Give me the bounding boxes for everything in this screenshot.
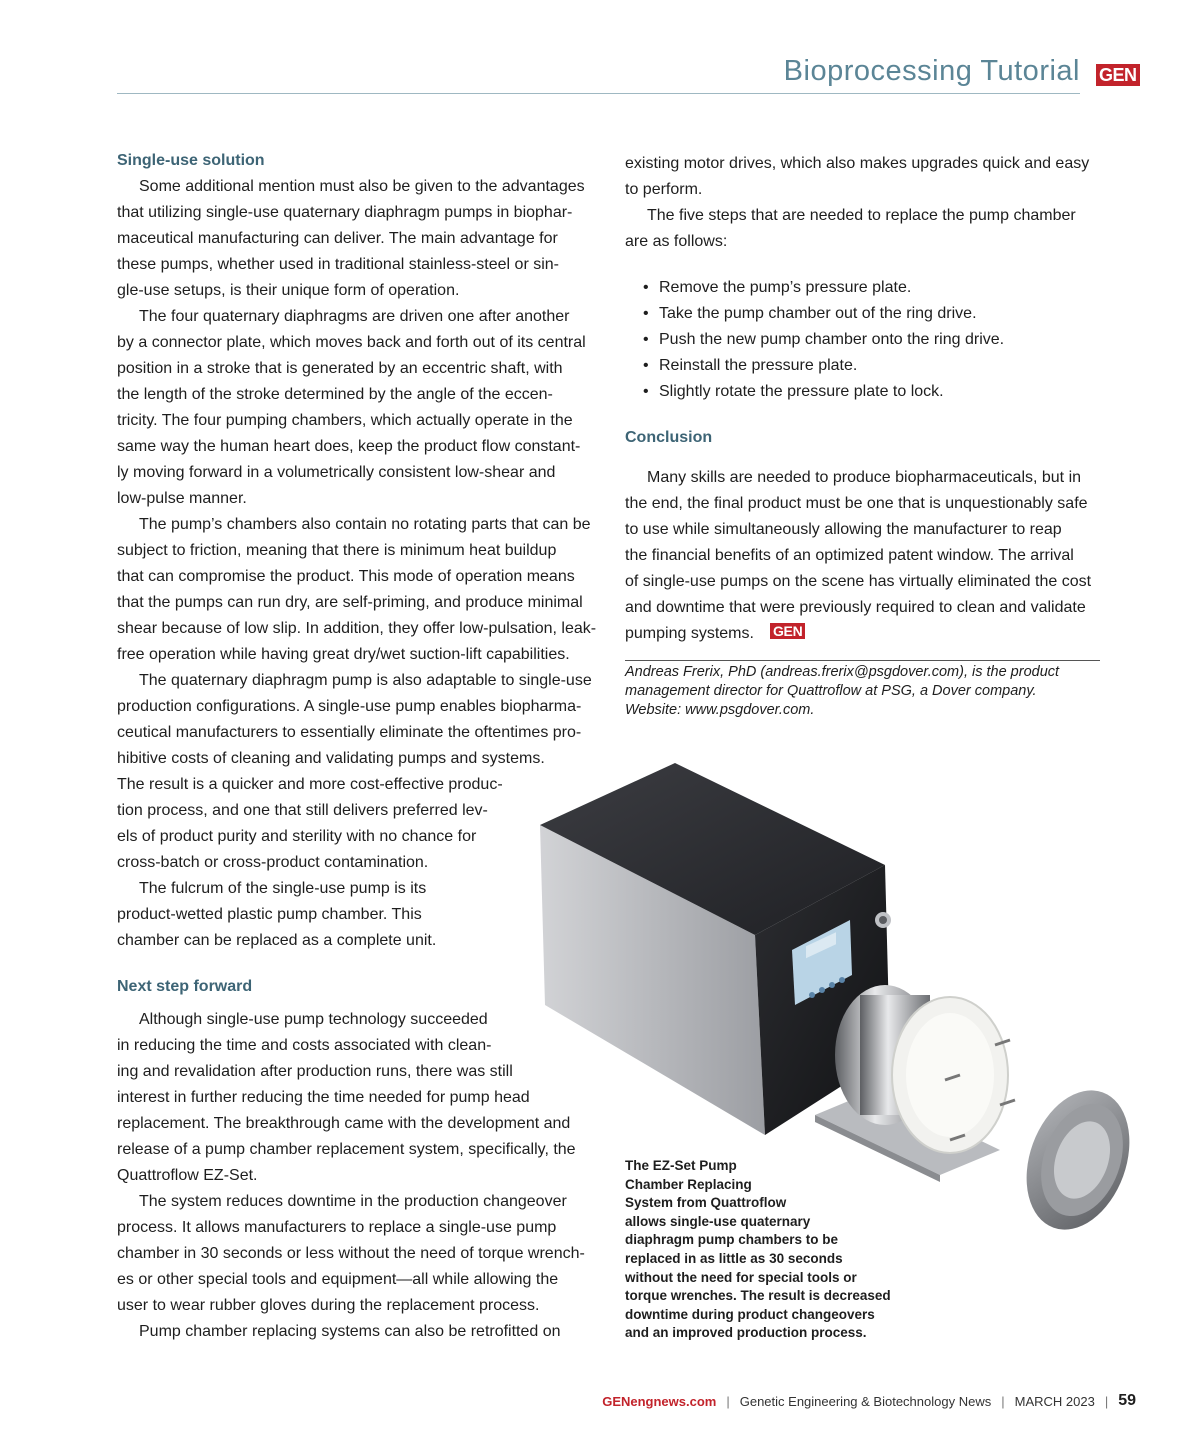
text-line: Chamber Replacing — [625, 1176, 752, 1192]
text-line: tricity. The four pumping chambers, which actually operate in the — [117, 412, 573, 429]
paragraph — [625, 151, 1100, 203]
text-line: es or other special tools and equipment—all while allowing the — [117, 1271, 559, 1288]
footer-issue: MARCH 2023 — [1014, 1393, 1095, 1409]
page-number: 59 — [1118, 1392, 1136, 1409]
text-line: chamber in 30 seconds or less without the need of torque wrench- — [117, 1245, 585, 1262]
text-line: downtime during product changeovers — [625, 1306, 875, 1322]
text-line: low-pulse manner. — [117, 490, 247, 507]
heading-next-step: Next step forward — [117, 978, 253, 995]
text-line: these pumps, whether used in traditional stainless-steel or sin- — [117, 256, 559, 273]
text-line: existing motor drives, which also makes upgrades quick and easy — [625, 155, 1090, 172]
gen-end-logo: GEN — [770, 623, 805, 639]
text-line: same way the human heart does, keep the product flow constant- — [117, 438, 581, 455]
text-line: Many skills are needed to produce biopharmaceuticals, but in — [647, 469, 1082, 486]
text-line: The fulcrum of the single-use pump is its — [139, 880, 427, 897]
text-line: management director for Quattroflow at PSG, a Dover company. — [625, 683, 1037, 699]
text-line: replacement. The breakthrough came with the development and — [117, 1115, 571, 1132]
paragraph — [625, 203, 1100, 255]
text-line: Although single-use pump technology succeeded — [139, 1011, 488, 1028]
footer-publication: Genetic Engineering & Biotechnology News — [739, 1393, 992, 1409]
text-line: that can compromise the product. This mode of operation means — [117, 568, 575, 585]
footer-separator: | — [1104, 1393, 1109, 1409]
paragraph — [117, 1319, 595, 1345]
paragraph — [117, 304, 595, 512]
footer-site[interactable]: GENengnews.com — [602, 1393, 717, 1409]
text-line: hibitive costs of cleaning and validating pumps and systems. — [117, 750, 545, 767]
text-line: The EZ-Set Pump — [625, 1158, 737, 1173]
paragraph — [117, 1189, 595, 1319]
list-item: • Take the pump chamber out of the ring drive. — [651, 301, 1100, 327]
text-line: user to wear rubber gloves during the replacement process. — [117, 1297, 540, 1314]
text-line: gle-use setups, is their unique form of operation. — [117, 282, 460, 299]
text-line: System from Quattroflow — [625, 1195, 787, 1211]
text-line: Pump chamber replacing systems can also be retrofitted on — [139, 1323, 561, 1340]
heading-conclusion: Conclusion — [625, 429, 713, 446]
text-line: ceutical manufacturers to essentially eliminate the oftentimes pro- — [117, 724, 582, 741]
text-line: position in a stroke that is generated by an eccentric shaft, with — [117, 360, 563, 377]
text-line: subject to friction, meaning that there is minimum heat buildup — [117, 542, 557, 559]
text-line: The result is a quicker and more cost-effective produc- — [117, 776, 503, 793]
page-footer — [602, 1392, 1136, 1410]
text-line: The system reduces downtime in the production changeover — [139, 1193, 567, 1210]
list-item: • Remove the pump’s pressure plate. — [651, 275, 1100, 301]
text-line: maceutical manufacturing can deliver. The main advantage for — [117, 230, 558, 247]
list-item: • Push the new pump chamber onto the ring drive. — [651, 327, 1100, 353]
text-line: the length of the stroke determined by the angle of the eccen- — [117, 386, 553, 403]
paragraph — [117, 174, 595, 304]
heading-single-use: Single-use solution — [117, 152, 265, 169]
text-line: are as follows: — [625, 233, 728, 250]
text-line: of single-use pumps on the scene has virtually eliminated the cost — [625, 573, 1092, 590]
paragraph — [117, 1007, 595, 1189]
paragraph — [117, 668, 595, 876]
text-line: by a connector plate, which moves back and forth out of its central — [117, 334, 586, 351]
text-line: and an improved production process. — [625, 1325, 867, 1341]
gen-logo: GEN — [1096, 64, 1140, 86]
text-line: that utilizing single-use quaternary diaphragm pumps in biophar- — [117, 204, 573, 221]
page-section-title: Bioprocessing Tutorial — [783, 55, 1080, 87]
text-line: process. It allows manufacturers to replace a single-use pump — [117, 1219, 557, 1236]
left-column — [117, 148, 595, 1345]
text-line: tion process, and one that still delivers preferred lev- — [117, 802, 488, 819]
author-bio — [625, 663, 1100, 720]
text-line: that the pumps can run dry, are self-priming, and produce minimal — [117, 594, 583, 611]
text-line: Website: www.psgdover.com. — [625, 702, 815, 718]
list-item: • Slightly rotate the pressure plate to lock. — [651, 379, 1100, 405]
text-line: to use while simultaneously allowing the manufacturer to reap — [625, 521, 1062, 538]
text-line: Some additional mention must also be given to the advantages — [139, 178, 585, 195]
text-line: free operation while having great dry/wet suction-lift capabilities. — [117, 646, 570, 663]
footer-separator: | — [726, 1393, 730, 1409]
text-line: els of product purity and sterility with no chance for — [117, 828, 477, 845]
last-line: pumping systems. — [625, 625, 754, 642]
bio-divider — [625, 660, 1100, 661]
text-line: replaced in as little as 30 seconds — [625, 1250, 843, 1266]
text-line: allows single-use quaternary — [625, 1213, 811, 1229]
text-line: cross-batch or cross-product contamination. — [117, 854, 429, 871]
paragraph — [625, 465, 1100, 621]
text-line: Quattroflow EZ-Set. — [117, 1167, 258, 1184]
text-line: chamber can be replaced as a complete unit. — [117, 932, 437, 949]
header-divider — [117, 93, 1080, 94]
text-line: product-wetted plastic pump chamber. This — [117, 906, 422, 923]
text-line: in reducing the time and costs associated with clean- — [117, 1037, 492, 1054]
text-line: ing and revalidation after production runs, there was still — [117, 1063, 513, 1080]
text-line: without the need for special tools or — [625, 1269, 857, 1285]
text-line: release of a pump chamber replacement system, specifically, the — [117, 1141, 576, 1158]
text-line: ly moving forward in a volumetrically consistent low-shear and — [117, 464, 556, 481]
text-line: The four quaternary diaphragms are driven one after another — [139, 308, 570, 325]
figure-caption — [625, 1157, 925, 1343]
paragraph — [117, 512, 595, 668]
text-line: production configurations. A single-use pump enables biopharma- — [117, 698, 582, 715]
text-line: the financial benefits of an optimized patent window. The arrival — [625, 547, 1074, 564]
text-line: and downtime that were previously required to clean and validate — [625, 599, 1086, 616]
text-line: diaphragm pump chambers to be — [625, 1232, 839, 1248]
text-line: the end, the final product must be one that is unquestionably safe — [625, 495, 1088, 512]
text-line: torque wrenches. The result is decreased — [625, 1288, 891, 1304]
paragraph — [117, 876, 595, 954]
text-line: The five steps that are needed to replace the pump chamber — [647, 207, 1076, 224]
footer-separator: | — [1001, 1393, 1005, 1409]
text-line: shear because of low slip. In addition, they offer low-pulsation, leak- — [117, 620, 597, 637]
text-line: to perform. — [625, 181, 703, 198]
steps-list — [625, 275, 1100, 405]
text-line: The quaternary diaphragm pump is also adaptable to single-use — [139, 672, 592, 689]
text-line: The pump’s chambers also contain no rotating parts that can be — [139, 516, 591, 533]
text-line: Andreas Frerix, PhD (andreas.frerix@psgdover.com), is the product — [625, 664, 1060, 680]
right-column — [625, 151, 1100, 647]
paragraph-end — [625, 621, 1100, 647]
list-item: • Reinstall the pressure plate. — [651, 353, 1100, 379]
text-line: interest in further reducing the time needed for pump head — [117, 1089, 530, 1106]
